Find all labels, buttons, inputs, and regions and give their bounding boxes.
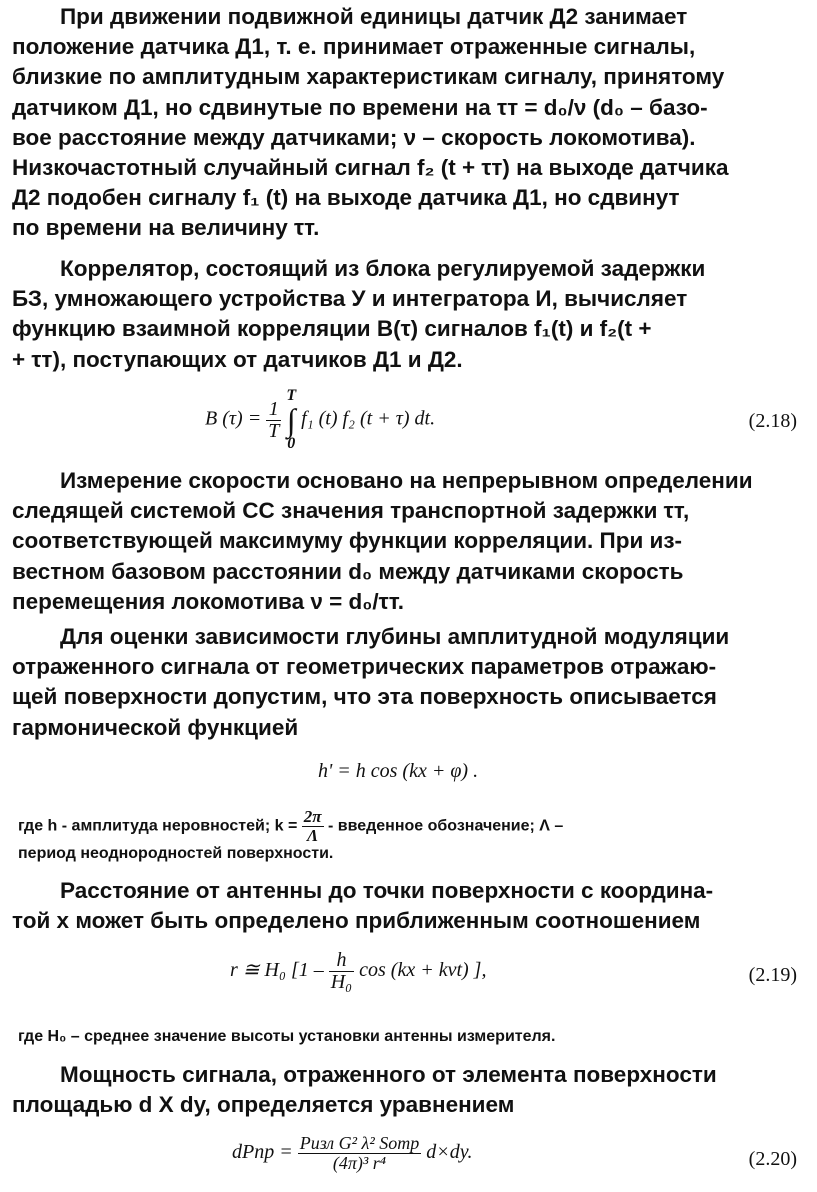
equation-lhs: r ≅ H₀ [1 – <box>230 959 324 982</box>
text-line: следящей системой СС значения транспортной задержки τт, <box>12 498 690 524</box>
equation-number: (2.19) <box>748 964 797 986</box>
equation-rhs: d×dy. <box>426 1140 473 1163</box>
text-line: датчиком Д1, но сдвинутые по времени на τт = d₀/ν (d₀ – базо- <box>12 94 708 120</box>
text-line: отраженного сигнала от геометрических параметров отражаю- <box>12 654 717 680</box>
text-line: БЗ, умножающего устройства У и интегратора И, вычисляет <box>12 286 688 312</box>
text-line: соответствующей максимуму функции корреляции. При из- <box>12 528 683 554</box>
paragraph-correlator <box>12 254 802 375</box>
fraction <box>266 399 281 442</box>
integral-lower-limit: 0 <box>287 435 296 452</box>
equation-rhs: cos (kx + kνt) ], <box>359 959 487 982</box>
text-line: Д2 подобен сигналу f₁ (t) на выходе датчика Д1, но сдвинут <box>12 185 680 211</box>
equation-2-20 <box>0 1132 817 1188</box>
fraction-denominator: Λ <box>306 825 319 845</box>
fraction-denominator: T <box>268 419 280 442</box>
equation-integrand: f₁ (t) f₂ (t + τ) dt. <box>301 407 436 430</box>
equation-number: (2.20) <box>748 1148 797 1170</box>
text-line: гармонической функцией <box>12 714 299 740</box>
paragraph-speed-measurement <box>12 466 802 617</box>
paragraph-antenna-distance <box>12 876 802 936</box>
paragraph-signal-power <box>12 1060 802 1120</box>
fraction-denominator: H₀ <box>330 971 353 993</box>
fraction <box>329 950 354 993</box>
integral-sign: ∫ <box>286 402 296 438</box>
integral-upper-limit: T <box>286 387 297 404</box>
fraction-numerator: Pизл G² λ² Sотр <box>299 1133 420 1153</box>
text-line: щей поверхности допустим, что эта поверхность описывается <box>12 684 717 710</box>
text-line: Коррелятор, состоящий из блока регулируемой задержки <box>60 256 706 281</box>
text-line: положение датчика Д1, т. е. принимает отраженные сигналы, <box>12 34 696 60</box>
text-line: Измерение скорости основано на непрерывном определении <box>60 468 753 493</box>
note-text: где h - амплитуда неровностей; k = <box>18 817 298 835</box>
equation-2-18 <box>0 388 817 458</box>
equation-lhs: B (τ) = <box>205 407 262 430</box>
text-line: той x может быть определено приближенным соотношением <box>12 908 701 934</box>
equation-number: (2.18) <box>748 410 797 432</box>
equation-body: h' = h cos (kx + φ) . <box>318 760 479 782</box>
fraction <box>298 1134 422 1173</box>
text-line: вое расстояние между датчиками; ν – скорость локомотива). <box>12 124 696 150</box>
text-line: При движении подвижной единицы датчик Д2 занимает <box>60 4 688 29</box>
text-line: вестном базовом расстоянии d₀ между датчиками скорость <box>12 558 684 584</box>
paragraph-modulation <box>12 622 802 743</box>
equation-lhs: dPпр = <box>232 1140 293 1163</box>
text-line: + τт), поступающих от датчиков Д1 и Д2. <box>12 346 463 372</box>
text-line: площадью d X dy, определяется уравнением <box>12 1092 515 1118</box>
text-line: Для оценки зависимости глубины амплитудной модуляции <box>60 624 730 649</box>
text-line: функцию взаимной корреляции B(τ) сигналов f₁(t) и f₂(t + <box>12 316 652 342</box>
fraction-numerator: h <box>329 950 354 972</box>
fraction-numerator: 1 <box>266 399 281 421</box>
text-line: Мощность сигнала, отраженного от элемента поверхности <box>60 1062 717 1087</box>
equation-2-19 <box>0 946 817 1008</box>
integral <box>286 388 296 452</box>
text-line: Расстояние от антенны до точки поверхности с координа- <box>60 878 714 903</box>
text-line: близкие по амплитудным характеристикам сигналу, принятому <box>12 64 725 90</box>
note-text: - введенное обозначение; Λ – <box>327 817 564 835</box>
note-line: период неоднородностей поверхности. <box>18 844 334 862</box>
equation-surface-harmonic <box>0 760 817 790</box>
fraction-numerator: 2π <box>303 807 322 826</box>
text-line: Низкочастотный случайный сигнал f₂ (t + τт) на выходе датчика <box>12 155 729 181</box>
fraction-denominator: (4π)³ r⁴ <box>332 1152 387 1173</box>
note-line: где H₀ – среднее значение высоты установки антенны измерителя. <box>18 1028 556 1045</box>
note-antenna-height <box>18 1022 808 1052</box>
note-amplitude <box>18 808 808 869</box>
paragraph-sensor-motion <box>12 2 802 244</box>
text-line: перемещения локомотива ν = d₀/τт. <box>12 588 404 614</box>
text-line: по времени на величину τт. <box>12 215 320 241</box>
